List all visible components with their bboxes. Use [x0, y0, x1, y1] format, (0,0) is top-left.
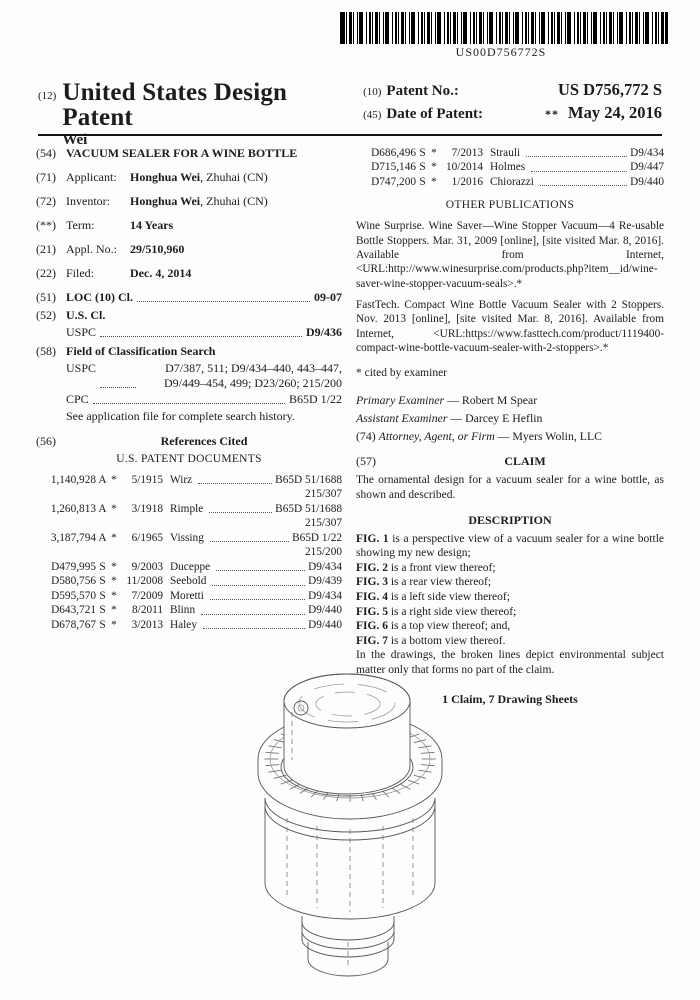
- description-line: FIG. 3 is a rear view thereof;: [356, 576, 492, 589]
- dotted-leader: [137, 290, 310, 302]
- description-line: FIG. 1 is a perspective view of a vacuum sealer for a wine bottle showing my new design;: [356, 532, 664, 560]
- field-number: (71): [36, 170, 56, 184]
- description-line: FIG. 5 is a right side view thereof;: [356, 605, 517, 618]
- filed-label: Filed:: [66, 266, 95, 280]
- patent-date-row: [363, 103, 662, 123]
- citation-inventor: Vissing: [170, 531, 204, 544]
- citation-inventor: Haley: [170, 618, 197, 631]
- application-number-row: [36, 242, 342, 257]
- patent-number-row: [363, 80, 662, 100]
- patent-number-value: US D756,772 S: [557, 80, 662, 99]
- dotted-leader: [100, 325, 302, 337]
- dotted-leader: [93, 392, 285, 404]
- claim-heading-row: [356, 454, 664, 469]
- publication-paragraph: FastTech. Compact Wine Bottle Vacuum Sealer with 2 Stoppers. Nov. 2013 [online], [site visited Mar. 8, 2016]. Available from Internet, <URL:https://www.fasttech.com/product/1119400-compact-wine-bottle-vacuum-sealer-with-2-stoppers>.*: [356, 299, 664, 355]
- right-column: [356, 146, 664, 707]
- dotted-leader: [526, 146, 627, 157]
- citation-star: *: [111, 589, 117, 602]
- dotted-leader: [210, 589, 305, 600]
- inventor-row: [36, 194, 342, 209]
- citation-inventor: Duceppe: [170, 560, 211, 573]
- citation-class: D9/434: [630, 147, 664, 159]
- citation-row: [36, 531, 342, 560]
- citation-class-line2: 215/307: [304, 488, 342, 501]
- citation-row: [36, 502, 342, 531]
- citation-date: 1/2016: [451, 175, 483, 188]
- publication-paragraph: Wine Surprise. Wine Saver—Wine Stopper Vacuum—4 Re-usable Bottle Stoppers. Mar. 31, 2009 [online], [site visited Mar. 8, 2016]. Available from Internet, <URL:http://www.winesurprise.com/products.php?item__id/wine-saver-wine-stopper-vacuum-seals>.*: [356, 220, 664, 290]
- citation-inventor: Blinn: [170, 604, 196, 617]
- uspc-row: [66, 325, 342, 340]
- patent-number-code: (10): [363, 86, 382, 98]
- left-column: [36, 146, 342, 707]
- patent-date-label: Date of Patent:: [386, 106, 484, 122]
- description-heading-row: [356, 513, 664, 528]
- citation-star: *: [111, 604, 117, 617]
- citation-date: 7/2009: [131, 589, 163, 602]
- citation-number: 1,260,813: [50, 502, 96, 515]
- citation-number: D747,200: [371, 175, 416, 188]
- uspc-value: D9/436: [306, 325, 342, 339]
- us-citations-list-right: [356, 146, 664, 189]
- citation-date: 8/2011: [132, 604, 163, 617]
- applicant-row: [36, 170, 342, 185]
- us-class-row: [36, 308, 342, 323]
- citation-row: [36, 589, 342, 603]
- assistant-examiner-line: Assistant Examiner — Darcey E Heflin: [356, 411, 543, 426]
- citation-class: D9/440: [308, 604, 342, 617]
- citation-number: 1,140,928: [50, 474, 96, 486]
- citation-row: [356, 175, 664, 189]
- citation-kind: S: [99, 589, 106, 602]
- dotted-leader: [198, 473, 272, 484]
- citation-star: *: [431, 147, 437, 159]
- citation-class: D9/434: [308, 560, 342, 573]
- claim-heading: CLAIM: [504, 454, 546, 469]
- field-number: (52): [36, 308, 56, 322]
- citation-kind: S: [99, 604, 106, 617]
- citation-class-line2: 215/307: [304, 517, 342, 530]
- citation-class: D9/434: [308, 589, 342, 602]
- figure-area: [0, 646, 700, 988]
- field-number: (54): [36, 146, 56, 160]
- citation-row: [36, 618, 342, 632]
- invention-title: VACUUM SEALER FOR A WINE BOTTLE: [66, 146, 298, 160]
- citation-class: B65D 51/1688: [275, 502, 342, 515]
- citation-row: [36, 574, 342, 588]
- field-number: (51): [36, 290, 56, 304]
- citation-number: D580,756: [51, 575, 96, 588]
- us-patent-documents-heading: U.S. PATENT DOCUMENTS: [116, 453, 262, 465]
- document-header: [38, 80, 662, 149]
- citation-kind: S: [99, 575, 106, 588]
- dotted-leader: [216, 560, 305, 571]
- citation-inventor: Holmes: [490, 161, 526, 174]
- citation-date: 3/2013: [131, 618, 163, 631]
- field-of-search-row: [36, 344, 342, 359]
- citation-star: *: [431, 175, 437, 188]
- description-line: FIG. 2 is a front view thereof;: [356, 561, 496, 574]
- citation-row: [36, 473, 342, 502]
- citation-date: 10/2014: [445, 161, 483, 174]
- us-citations-list-left: [36, 473, 342, 632]
- barcode-image: [340, 12, 668, 44]
- barcode-block: [340, 12, 662, 60]
- field-number: (21): [36, 242, 56, 256]
- term-value: 14 Years: [130, 218, 174, 232]
- loc-class-label: LOC (10) Cl.: [66, 290, 133, 304]
- citation-kind: S: [99, 618, 106, 631]
- citation-class: B65D 51/1688: [275, 474, 342, 486]
- other-publications-heading: OTHER PUBLICATIONS: [445, 199, 575, 212]
- inventor-surname: Wei: [62, 132, 88, 148]
- field-of-search-label: Field of Classification Search: [66, 344, 216, 358]
- citation-class: D9/440: [630, 175, 664, 188]
- patent-date-value: May 24, 2016: [568, 103, 662, 122]
- term-label: Term:: [66, 218, 95, 232]
- references-cited-row: [36, 434, 342, 449]
- citation-date: 5/1915: [131, 474, 163, 486]
- citation-class: D9/447: [630, 161, 664, 174]
- citation-kind: S: [99, 560, 106, 573]
- references-cited-heading: References Cited: [160, 434, 248, 448]
- citation-kind: S: [419, 175, 426, 188]
- citation-class: D9/440: [308, 618, 342, 631]
- search-uspc-values: D7/387, 511; D9/434–440, 443–447, D9/449–454, 499; D23/260; 215/200: [163, 361, 342, 390]
- citation-inventor: Chiorazzi: [490, 175, 534, 188]
- field-number: (58): [36, 344, 56, 358]
- document-title: United States Design Patent: [62, 79, 288, 131]
- citation-star: *: [111, 575, 117, 588]
- description-line: FIG. 6 is a top view thereof; and,: [356, 620, 511, 633]
- citation-date: 11/2008: [126, 575, 163, 588]
- citation-inventor: Strauli: [490, 147, 521, 159]
- patent-date-code: (45): [363, 109, 382, 121]
- citation-inventor: Seebold: [170, 575, 207, 588]
- filed-row: [36, 266, 342, 281]
- citation-kind: S: [419, 161, 426, 174]
- citation-number: D479,995: [51, 560, 96, 573]
- citation-date: 9/2003: [131, 560, 163, 573]
- citation-row: [356, 146, 664, 160]
- inventor-label: Inventor:: [66, 194, 110, 208]
- applicant-value: Honghua Wei, Zhuhai (CN): [130, 170, 268, 184]
- stopper-ring-arc1: [302, 922, 394, 940]
- header-right: [363, 80, 662, 149]
- cpc-row: [66, 392, 342, 407]
- dotted-leader: [209, 502, 272, 513]
- application-number-label: Appl. No.:: [66, 242, 117, 256]
- cited-by-examiner-note: * cited by examiner: [356, 367, 448, 380]
- citation-star: *: [111, 502, 117, 515]
- citation-number: D643,721: [51, 604, 96, 617]
- barcode-caption: US00D756772S: [455, 45, 547, 59]
- citation-star: *: [111, 531, 117, 544]
- us-class-label: U.S. Cl.: [66, 308, 106, 322]
- claim-text: The ornamental design for a vacuum sealer for a wine bottle, as shown and described.: [356, 474, 664, 502]
- application-number-value: 29/510,960: [130, 242, 185, 256]
- citation-kind: S: [419, 147, 426, 159]
- attorney-line: (74) Attorney, Agent, or Firm — Myers Wolin, LLC: [356, 429, 603, 444]
- cpc-label: CPC: [66, 392, 89, 406]
- dotted-leader: [212, 574, 305, 585]
- field-number: (22): [36, 266, 56, 280]
- citation-number: D686,496: [371, 147, 416, 159]
- field-number: (**): [36, 218, 56, 232]
- citation-kind: A: [98, 474, 107, 486]
- filed-value: Dec. 4, 2014: [130, 266, 192, 280]
- citation-star: *: [111, 618, 117, 631]
- search-history-note: See application file for complete search history.: [66, 409, 295, 423]
- two-column-body: [36, 146, 664, 707]
- citation-inventor: Rimple: [170, 502, 204, 515]
- citation-row: [36, 603, 342, 617]
- description-line: In the drawings, the broken lines depict environmental subject matter only that forms no part of the claim.: [356, 649, 664, 676]
- field-number: (57): [356, 454, 376, 469]
- citation-class: B65D 1/22: [292, 531, 342, 544]
- citation-number: D595,570: [51, 589, 96, 602]
- title-block: [62, 80, 363, 149]
- citation-star: *: [111, 560, 117, 573]
- citation-row: [356, 160, 664, 174]
- invention-title-row: [36, 146, 342, 161]
- dotted-leader: [100, 361, 136, 388]
- cpc-value: B65D 1/22: [288, 392, 342, 406]
- loc-class-row: [36, 290, 342, 305]
- date-stars: **: [545, 107, 560, 121]
- other-publications-list: [356, 219, 664, 355]
- description-heading: DESCRIPTION: [468, 512, 552, 527]
- citation-kind: A: [98, 531, 107, 544]
- dotted-leader: [203, 618, 305, 629]
- inventor-value: Honghua Wei, Zhuhai (CN): [130, 194, 268, 208]
- perspective-figure-drawing: [229, 646, 471, 988]
- citation-number: D715,146: [371, 161, 416, 174]
- description-line: FIG. 7 is a bottom view thereof.: [356, 634, 506, 647]
- header-left: [38, 80, 363, 149]
- citation-row: [36, 560, 342, 574]
- citation-inventor: Moretti: [170, 589, 204, 602]
- citation-star: *: [111, 474, 117, 486]
- search-uspc-row: [66, 361, 342, 391]
- primary-examiner-line: Primary Examiner — Robert M Spear: [356, 393, 538, 408]
- citation-class: D9/439: [308, 575, 342, 588]
- applicant-label: Applicant:: [66, 170, 117, 184]
- header-divider: [38, 134, 662, 136]
- dotted-leader: [201, 603, 305, 614]
- citation-class-line2: 215/200: [304, 546, 342, 559]
- citation-date: 7/2013: [451, 147, 483, 159]
- citation-date: 3/1918: [131, 502, 163, 515]
- citation-date: 6/1965: [131, 531, 163, 544]
- citation-kind: A: [98, 502, 107, 515]
- field-number: (56): [36, 434, 56, 448]
- citation-star: *: [431, 161, 437, 174]
- patent-number-label: Patent No.:: [386, 83, 459, 99]
- dotted-leader: [540, 175, 627, 186]
- field-number: (72): [36, 194, 56, 208]
- citation-number: 3,187,794: [50, 531, 96, 544]
- claims-sheets-note: 1 Claim, 7 Drawing Sheets: [442, 691, 578, 706]
- citation-inventor: Wirz: [170, 474, 193, 486]
- loc-class-value: 09-07: [314, 290, 342, 304]
- uspc-label: USPC: [66, 325, 97, 339]
- kind-code: (12): [38, 90, 57, 102]
- dotted-leader: [210, 531, 289, 542]
- term-row: [36, 218, 342, 233]
- description-line: FIG. 4 is a left side view thereof;: [356, 591, 510, 604]
- dotted-leader: [531, 160, 627, 171]
- search-uspc-label: USPC: [66, 361, 97, 375]
- citation-number: D678,767: [51, 618, 96, 631]
